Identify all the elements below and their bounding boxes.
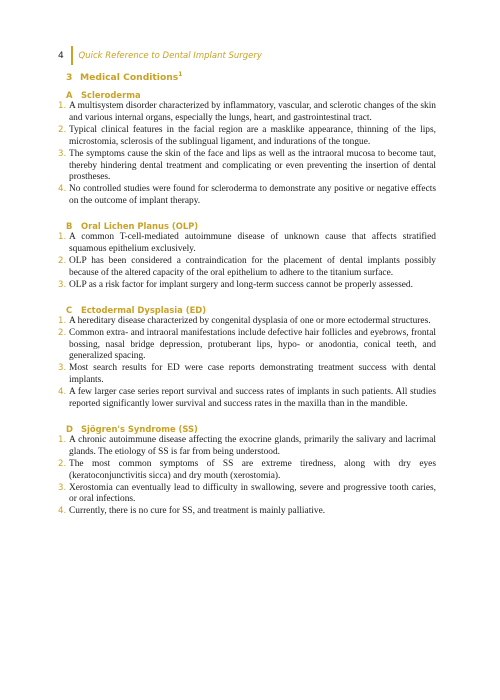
item-text: Most search results for ED were case reports demonstrating treatment success with dental implants. (69, 363, 436, 386)
item-number: 2. (58, 458, 67, 469)
section-title: Sjögren's Syndrome (SS) (81, 423, 198, 434)
list-item (58, 101, 436, 125)
section-heading (58, 424, 436, 434)
section (58, 424, 436, 518)
section-letter: A (66, 90, 73, 100)
item-text: Typical clinical features in the facial region are a masklike appearance, thinning of the lips, microstomia, sclerosis of the sublingual ligament, and indurations of the tongue. (69, 124, 436, 147)
item-number: 2. (58, 327, 67, 338)
section-title: Scleroderma (81, 90, 141, 100)
item-text: Common extra- and intraoral manifestations include defective hair follicles and eyebrows, frontal bossing, nasal bridge depression, protuberant lips, hypo- or anodontia, conical teeth, and generalized spacing. (69, 327, 436, 362)
item-number: 2. (58, 255, 67, 266)
item-text: The symptoms cause the skin of the face and lips as well as the intraoral mucosa to become taut, thereby hindering dental treatment and complicating or even preventing the insertion of dental prostheses. (69, 148, 436, 183)
section-heading (58, 305, 436, 315)
chapter-heading (66, 71, 182, 83)
page-number: 4 (58, 50, 64, 61)
running-header (58, 46, 262, 65)
item-text: A common T-cell-mediated autoimmune disease of unknown cause that affects stratified squamous epithelium exclusively. (69, 232, 436, 255)
list-item (58, 506, 436, 518)
section (58, 90, 436, 208)
item-number: 1. (58, 101, 67, 111)
item-text: The most common symptoms of SS are extreme tiredness, along with dry eyes (keratoconjunctivitis sicca) and dry mouth (xerostomia). (69, 458, 436, 481)
section-letter: C (66, 304, 73, 315)
section-letter: B (66, 221, 73, 232)
list-item (58, 459, 436, 483)
item-text: Xerostomia can eventually lead to difficulty in swallowing, severe and progressive tooth caries, or oral infections. (69, 482, 436, 505)
list-item (58, 280, 436, 292)
item-text: A chronic autoimmune disease affecting the exocrine glands, primarily the salivary and lacrimal glands. The etiology of SS is far from being understood. (69, 434, 436, 457)
list-item (58, 483, 436, 507)
item-text: A multisystem disorder characterized by inflammatory, vascular, and sclerotic changes of the skin and various internal organs, especially the lungs, heart, and gastrointestinal tract. (69, 101, 436, 123)
list-item (58, 256, 436, 280)
item-number: 3. (58, 363, 67, 374)
item-text: OLP has been considered a contraindication for the placement of dental implants possibly because of the altered capacity of the oral epithelium to adhere to the titanium surface. (69, 255, 436, 278)
list-item (58, 184, 436, 208)
item-number: 3. (58, 148, 67, 159)
section (58, 305, 436, 411)
list-item (58, 387, 436, 411)
running-title: Quick Reference to Dental Implant Surgery (78, 50, 262, 61)
document-body (58, 88, 436, 531)
chapter-number: 3 (66, 72, 73, 84)
section-title: Ectodermal Dysplasia (ED) (81, 304, 207, 315)
list-item (58, 328, 436, 364)
list-item (58, 363, 436, 387)
section (58, 221, 436, 292)
item-number: 4. (58, 506, 67, 517)
item-number: 4. (58, 387, 67, 398)
item-text: A few larger case series report survival and success rates of implants in such patients. All studies reported significantly lower survival and success rates in the maxilla than in the mandible. (69, 387, 436, 410)
list-item (58, 125, 436, 149)
section-heading (58, 221, 436, 231)
item-text: A hereditary disease characterized by congenital dysplasia of one or more ectodermal structures. (69, 315, 431, 326)
item-number: 3. (58, 279, 67, 290)
item-number: 1. (58, 232, 67, 243)
item-number: 1. (58, 434, 67, 445)
header-divider (71, 46, 73, 65)
section-title: Oral Lichen Planus (OLP) (81, 221, 199, 232)
item-number: 2. (58, 124, 67, 135)
section-letter: D (66, 423, 73, 434)
list-item (58, 435, 436, 459)
item-text: Currently, there is no cure for SS, and treatment is mainly palliative. (69, 506, 326, 517)
item-text: OLP as a risk factor for implant surgery and long-term success cannot be properly assessed. (69, 279, 413, 290)
footnote-marker: 1 (178, 71, 183, 78)
item-number: 4. (58, 184, 67, 195)
item-number: 1. (58, 315, 67, 326)
chapter-title: Medical Conditions (80, 72, 179, 84)
list-item (58, 232, 436, 256)
section-heading (58, 90, 436, 100)
item-text: No controlled studies were found for scleroderma to demonstrate any positive or negative effects on the outcome of implant therapy. (69, 184, 436, 207)
list-item (58, 149, 436, 185)
item-number: 3. (58, 482, 67, 493)
list-item (58, 316, 436, 328)
